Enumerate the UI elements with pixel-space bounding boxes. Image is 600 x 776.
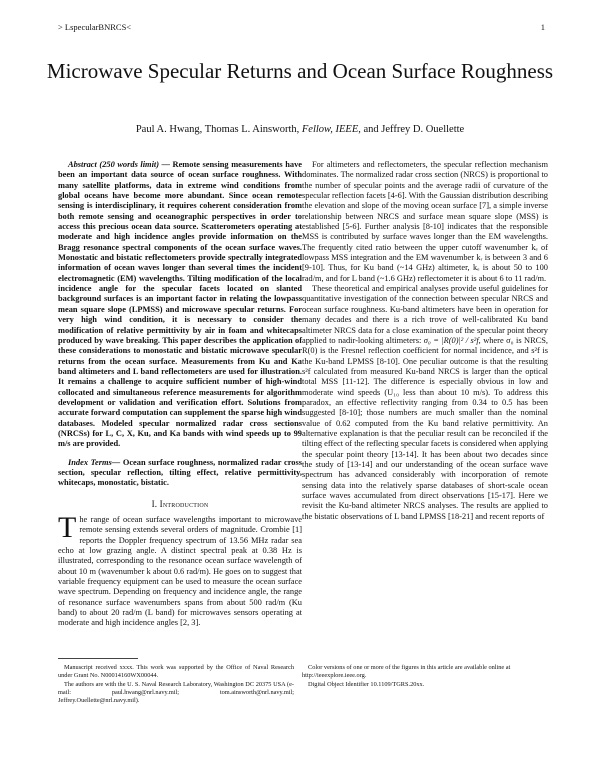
intro-paragraph-3a: These theoretical and empirical analyses provide useful guidelines for quantitative investigation of the connection between specular NRCS and ocean surface roughness. Ku-band altimeters have been in operation for many decades and there is a rich trove of well-calibrated Ku band altimeter NRCS data for a close examination of the specular point theory applied to nadir-looking altimeters:	[302, 284, 548, 345]
intro-paragraph-1-text: he range of ocean surface wavelengths important to microwave remote sensing extends several orders of magnitude. Crombie [1] reports the Doppler frequency spectrum of 13.56 MHz radar sea echo at low grazing angle. A distinct spectral peak at 0.38 Hz is illustrated, corresponding to the resonance ocean surface wavelength of about 10 m (wavenumber k about 0.6 rad/m). He goes on to suggest that variable frequency equipment can be used to measure the ocean surface wave spectrum. Depending on frequency and incidence angle, the range of resonance surface wavenumbers spans from about 500 rad/m (Ku band) to about 20 rad/m (L band) for microwaves sensors operating at moderate and high incidence angles [2, 3].	[58, 515, 302, 628]
left-column	[58, 160, 302, 629]
footnote-authors: The authors are with the U. S. Naval Research Laboratory, Washington DC 20375 USA (e-mail: paul.hwang@nrl.navy.mil; tom.ainsworth@nrl.navy.mil; Jeffrey.Ouellette@nrl.navy.mil).	[58, 681, 294, 704]
intro-paragraph-3b: , where σ₀ is NRCS, R(0) is the Fresnel reflection coefficient for normal incidence, and s²f is the Ku-band LPMSS [8-10]. One peculiar outcome is that the resulting s²f calculated from measured Ku-band NRCS is larger than the optical total MSS [11-12]. The difference is especially obvious in low and moderate wind speeds (U₁₀ less than about 10 m/s). To address this paradox, an effective reflectivity ranging from 0.34 to 0.5 has been suggested [8-10]; those numbers are much smaller than the nominal value of 0.62 computed from the Ku band relative permittivity. An alternative explanation is that the peculiar result can be reconciled if the tilting effect of the reflecting specular facets is considered when applying the specular point theory [13-14]. It has been about two decades since the study of [13-14] and our understanding of the ocean surface wave spectrum has advanced considerably with incorporation of remote sensing data into the relatively sparse databases of short-scale ocean surface waves accumulated from direct observations [15-17]. Here we revisit the Ku-band altimeter NRCS analyses. The results are applied to the bistatic observations of L band LPMSS [18-21] and recent reports of	[302, 335, 548, 521]
footnotes-left	[58, 664, 294, 706]
intro-paragraph-3	[302, 284, 548, 522]
author-list	[40, 124, 560, 135]
intro-paragraph-2: For altimeters and reflectometers, the specular reflection mechanism dominates. The normalized radar cross section (NRCS) is proportional to the number of specular points and the average radii of curvature of the specular reflection facets [4-6]. With the Gaussian distribution describing the elevation and slope of the moving ocean surface [7], a simple inverse relationship between NRCS and surface mean square slope (MSS) is established [5-6]. Further analysis [8-10] indicates that the responsible MSS is contributed by surface waves longer than the EM wavelengths. The frequently cited ratio between the upper cutoff wavenumber kₑ of lowpass MSS integration and the EM wavenumber kᵣ is between 3 and 6 [9-10]. Thus, for Ku band (~14 GHz) altimeter, kₑ is about 50 to 100 rad/m, and for L band (~1.6 GHz) reflectometer it is about 6 to 11 rad/m.	[302, 160, 548, 283]
abstract	[58, 160, 302, 450]
page-number: 1	[540, 22, 545, 32]
index-terms	[58, 458, 302, 489]
right-column	[302, 160, 548, 522]
nrcs-equation: σ₀ = |R(0)|² / s²f	[423, 335, 479, 345]
footnote-divider	[58, 658, 138, 659]
abstract-lead: Abstract (250 words limit) —	[68, 160, 170, 169]
paper-title: Microwave Specular Returns and Ocean Surface Roughness	[46, 59, 554, 83]
drop-cap: T	[58, 511, 77, 544]
author-names-last: , and Jeffrey D. Ouellette	[358, 124, 465, 135]
footnote-color: Color versions of one or more of the figures in this article are available online at http://ieeexplore.ieee.org.	[302, 664, 511, 679]
running-head: > LspecularBNRCS<	[58, 22, 132, 32]
index-terms-text: Ocean surface roughness, normalized radar cross section, specular reflection, tilting effect, relative permittivity, whitecaps, monostatic, bistatic.	[58, 457, 303, 488]
footnote-manuscript: Manuscript received xxxx. This work was supported by the Office of Naval Research under Grant No. N00014160WX00044.	[58, 664, 294, 679]
index-terms-lead: Index Terms—	[68, 457, 121, 467]
abstract-text: Remote sensing measurements have been an important data source of ocean surface roughness. With many satellite platforms, data in extreme wind conditions from global oceans have become more abundant. Since ocean remote sensing is interdisciplinary, it requires coherent consideration from both remote sensing and oceanographic perspectives in order to access this precious ocean data source. Scatterometers operating at moderate and high incidence angles provide information on the Bragg resonance spectral components of the ocean surface waves. Monostatic and bistatic reflectometers provide spectrally integrated information of ocean waves longer than several times the incident electromagnetic (EM) wavelengths. Tilting modification of the local incidence angle for the specular facets located on slanted background surfaces is an important factor in relating the lowpass mean square slope (LPMSS) and microwave specular returns. For very high wind condition, it is necessary to consider the modification of relative permittivity by air in foam and whitecaps produced by wave breaking. This paper describes the application of these considerations to monostatic and bistatic microwave specular returns from the ocean surface. Measurements from Ku and Ka band altimeters and L band reflectometers are used for illustration. It remains a challenge to acquire sufficient number of high-wind collocated and simultaneous reference measurements for algorithm development or validation and verification effort. Solutions from accurate forward computation can supplement the sparse high wind databases. Modeled specular normalized radar cross sections (NRCSs) for L, C, X, Ku, and Ka bands with wind speeds up to 99 m/s are provided.	[58, 160, 302, 449]
intro-paragraph-1	[58, 511, 302, 629]
author-grade: Fellow, IEEE	[301, 124, 359, 135]
footnotes-right	[302, 664, 548, 690]
section-heading-introduction: I. Introduction	[151, 498, 209, 509]
footnote-doi: Digital Object Identifier 10.1109/TGRS.20xx.	[308, 681, 425, 688]
author-names: Paul A. Hwang, Thomas L. Ainsworth,	[135, 124, 302, 135]
